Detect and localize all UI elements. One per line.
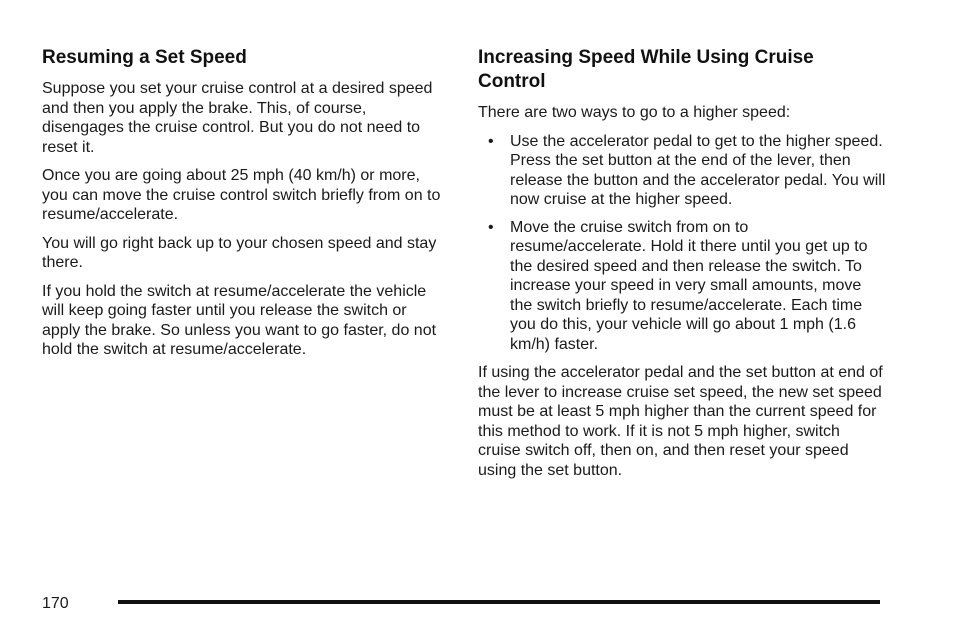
paragraph: If you hold the switch at resume/accelerate the vehicle will keep going faster until you release the switch or apply the brake. So unless you want to go faster, do not hold the switch at resume/accelerate. [42, 282, 437, 358]
page-number: 170 [42, 595, 69, 612]
right-column [478, 46, 886, 489]
left-column [42, 46, 442, 369]
paragraph: Suppose you set your cruise control at a desired speed and then you apply the brake. This, of course, disengages the cruise control. But you do not need to reset it. [42, 80, 433, 156]
section-heading-resuming: Resuming a Set Speed [42, 47, 247, 68]
bullet-list [478, 132, 886, 355]
paragraph: Once you are going about 25 mph (40 km/h) or more, you can move the cruise control switch briefly from on to resume/accelerate. [42, 167, 441, 223]
bullet-icon: • [488, 218, 494, 236]
list-item [478, 218, 886, 355]
section-heading-increasing-speed: Increasing Speed While Using Cruise Control [478, 47, 814, 92]
intro-paragraph: There are two ways to go to a higher speed: [478, 104, 791, 121]
bullet-icon: • [488, 132, 494, 150]
closing-paragraph: If using the accelerator pedal and the set button at end of the lever to increase cruise set speed, the new set speed must be at least 5 mph higher than the current speed for this method to work. If it is not 5 mph higher, switch cruise switch off, then on, and then reset your speed using the set button. [478, 364, 883, 479]
paragraph: You will go right back up to your chosen speed and stay there. [42, 234, 437, 271]
list-item [478, 132, 886, 210]
footer-divider [118, 600, 880, 604]
list-item-text: Use the accelerator pedal to get to the higher speed. Press the set button at the end of the lever, then release the button and the accelerator pedal. You will now cruise at the higher speed. [510, 132, 886, 208]
list-item-text: Move the cruise switch from on to resume/accelerate. Hold it there until you get up to the desired speed and then release the switch. To increase your speed in very small amounts, move the switch briefly to resume/accelerate. Each time you do this, your vehicle will go about 1 mph (1.6 km/h) faster. [510, 218, 868, 353]
